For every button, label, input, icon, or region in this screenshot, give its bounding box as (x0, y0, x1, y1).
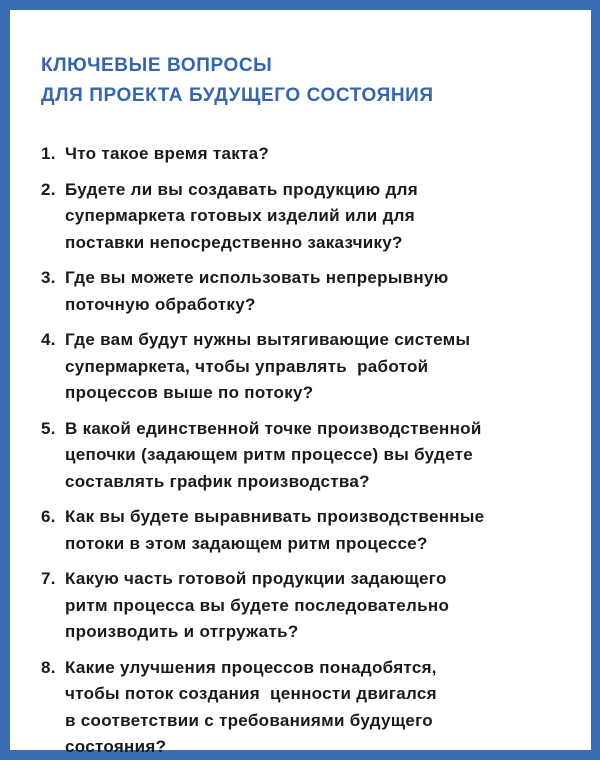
title-line-1: КЛЮЧЕВЫЕ ВОПРОСЫ (41, 55, 273, 76)
question-item-3 (41, 265, 581, 318)
question-text-line: поточную обработку? (65, 294, 256, 314)
question-text-line: состояния? (65, 737, 167, 756)
question-item-6 (41, 504, 581, 557)
question-text-line: цепочки (задающем ритм процессе) вы будете (65, 445, 473, 464)
question-number: 1. (41, 144, 56, 163)
question-item-2 (41, 177, 581, 257)
question-text-line: потоки в этом задающем ритм процессе? (65, 533, 428, 553)
title-line-2: ДЛЯ ПРОЕКТА БУДУЩЕГО СОСТОЯНИЯ (41, 85, 434, 106)
question-text-line: Какие улучшения процессов понадобятся, (65, 657, 437, 677)
question-text-line: Где вам будут нужны вытягивающие системы (65, 330, 471, 349)
question-number: 4. (41, 330, 56, 349)
question-text-line: ритм процесса вы будете последовательно (65, 595, 450, 615)
question-number: 3. (41, 268, 56, 287)
document-title (41, 51, 434, 111)
question-text-line: чтобы поток создания ценности двигался (65, 684, 437, 703)
question-number: 6. (41, 507, 56, 526)
question-text-line: Как вы будете выравнивать производственные (65, 507, 485, 526)
question-text-line: поставки непосредственно заказчику? (65, 232, 403, 252)
question-text-line: Будете ли вы создавать продукцию для (65, 179, 418, 199)
question-text-line: производить и отгружать? (65, 622, 299, 641)
question-item-8 (41, 655, 581, 761)
question-text-line: составлять график производства? (65, 471, 370, 491)
question-text-line: супермаркета готовых изделий или для (65, 206, 415, 225)
question-item-4 (41, 327, 581, 407)
question-item-5 (41, 416, 581, 496)
question-number: 5. (41, 418, 56, 438)
question-text-line: Что такое время такта? (65, 144, 270, 163)
question-number: 8. (41, 657, 56, 677)
question-text-line: В какой единственной точке производственной (65, 418, 482, 438)
question-number: 7. (41, 569, 56, 588)
question-text-line: в соответствии с требованиями будущего (65, 710, 433, 730)
question-item-7 (41, 566, 581, 646)
question-number: 2. (41, 179, 56, 199)
question-text-line: супермаркета, чтобы управлять работой (65, 356, 429, 376)
question-text-line: Какую часть готовой продукции задающего (65, 569, 447, 588)
questions-list (41, 141, 581, 770)
question-text-line: процессов выше по потоку? (65, 383, 314, 402)
question-text-line: Где вы можете использовать непрерывную (65, 268, 449, 287)
question-item-1 (41, 141, 581, 168)
